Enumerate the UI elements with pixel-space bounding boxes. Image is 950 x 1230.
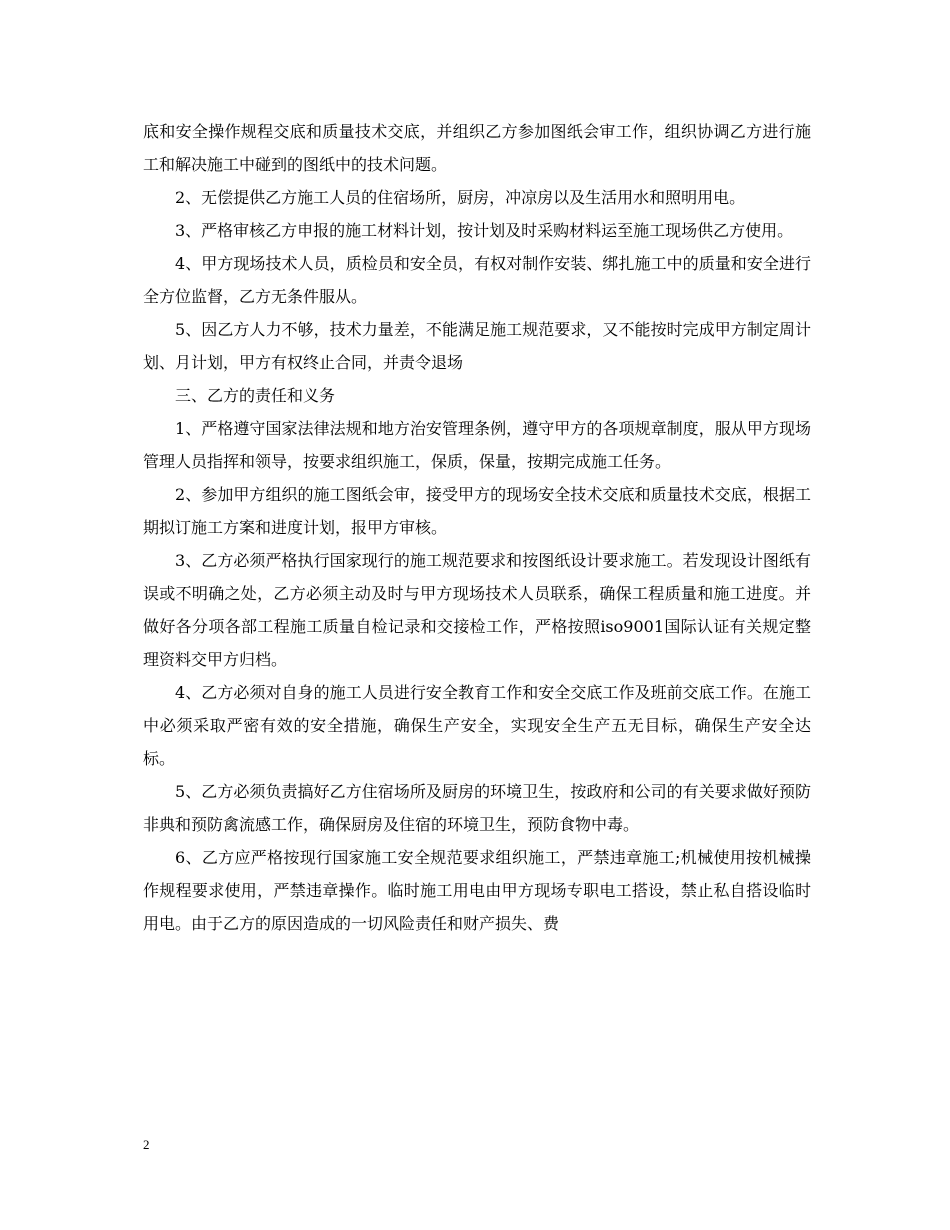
paragraph: 5、乙方必须负责搞好乙方住宿场所及厨房的环境卫生，按政府和公司的有关要求做好预防非典和预防禽流感工作，确保厨房及住宿的环境卫生，预防食物中毒。 <box>143 782 811 834</box>
paragraph: 3、严格审核乙方申报的施工材料计划，按计划及时采购材料运至施工现场供乙方使用。 <box>175 221 794 240</box>
document-body <box>143 115 811 940</box>
paragraph: 1、严格遵守国家法律法规和地方治安管理条例，遵守甲方的各项规章制度，服从甲方现场管理人员指挥和领导，按要求组织施工，保质，保量，按期完成施工任务。 <box>143 419 811 471</box>
paragraph: 5、因乙方人力不够，技术力量差，不能满足施工规范要求，又不能按时完成甲方制定周计划、月计划，甲方有权终止合同，并责令退场 <box>143 320 811 372</box>
paragraph: 2、无偿提供乙方施工人员的住宿场所，厨房，冲凉房以及生活用水和照明用电。 <box>175 188 746 207</box>
paragraph: 4、甲方现场技术人员，质检员和安全员，有权对制作安装、绑扎施工中的质量和安全进行全方位监督，乙方无条件服从。 <box>143 254 811 306</box>
paragraph: 3、乙方必须严格执行国家现行的施工规范要求和按图纸设计要求施工。若发现设计图纸有误或不明确之处，乙方必须主动及时与甲方现场技术人员联系，确保工程质量和施工进度。并做好各分项各部工程施工质量自检记录和交接检工作，严格按照iso9001国际认证有关规定整理资料交甲方归档。 <box>143 551 811 669</box>
paragraph: 2、参加甲方组织的施工图纸会审，接受甲方的现场安全技术交底和质量技术交底，根据工期拟订施工方案和进度计划，报甲方审核。 <box>143 485 811 537</box>
page-number: 2 <box>143 1137 150 1152</box>
section-heading: 三、乙方的责任和义务 <box>175 386 336 405</box>
paragraph: 4、乙方必须对自身的施工人员进行安全教育工作和安全交底工作及班前交底工作。在施工中必须采取严密有效的安全措施，确保生产安全，实现安全生产五无目标，确保生产安全达标。 <box>143 683 811 768</box>
paragraph: 6、乙方应严格按现行国家施工安全规范要求组织施工，严禁违章施工;机械使用按机械操作规程要求使用，严禁违章操作。临时施工用电由甲方现场专职电工搭设，禁止私自搭设临时用电。由于乙方的原因造成的一切风险责任和财产损失、费 <box>143 848 811 933</box>
paragraph: 底和安全操作规程交底和质量技术交底，并组织乙方参加图纸会审工作，组织协调乙方进行施工和解决施工中碰到的图纸中的技术问题。 <box>143 122 811 174</box>
